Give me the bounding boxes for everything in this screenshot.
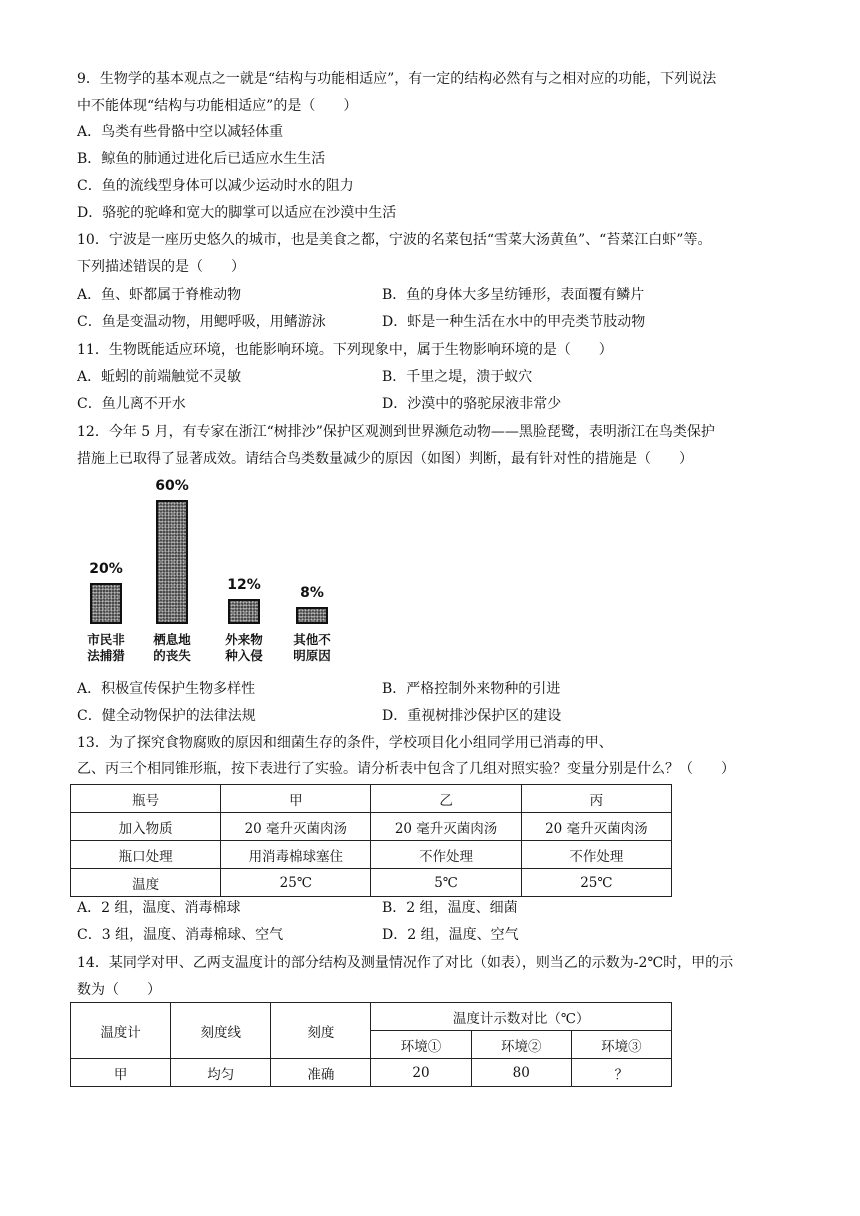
chart-category-label: 市民非 法捕猎 [87,632,125,663]
chart-category-label: 栖息地 的丧失 [153,632,191,663]
table-row [71,813,672,841]
q13-experiment-table [70,784,672,897]
q9-option-d: D．骆驼的驼峰和宽大的脚掌可以适应在沙漠中生活 [77,205,397,221]
table-cell: 温度 [71,869,221,897]
q9-stem-line1: 9．生物学的基本观点之一就是“结构与功能相适应”，有一定的结构必然有与之相对应的功能，下列说法 [77,71,717,87]
table-cell: 准确 [271,1059,371,1087]
q9-option-b: B．鲸鱼的肺通过进化后已适应水生生活 [77,151,326,167]
table-cell: 20 毫升灭菌肉汤 [221,813,371,841]
q10-stem-line1: 10．宁波是一座历史悠久的城市，也是美食之都，宁波的名菜包括“雪菜大汤黄鱼”、“苔菜江白虾”等。 [77,232,712,248]
table-cell: 用消毒棉球塞住 [221,841,371,869]
chart-category-label: 其他不 明原因 [293,632,331,663]
table-cell: 20 毫升灭菌肉汤 [521,813,671,841]
q13-option-a: A．2 组，温度、消毒棉球 [77,900,241,916]
table-cell: 乙 [371,785,521,813]
table-header: 温度计示数对比（℃） [371,1003,672,1031]
table-row [71,1003,672,1031]
chart-value-label: 8% [300,585,324,601]
table-cell: 80 [471,1059,571,1087]
q11-stem-line1: 11．生物既能适应环境，也能影响环境。下列现象中，属于生物影响环境的是（ ） [77,342,613,358]
table-header: 环境③ [571,1031,671,1059]
table-cell: 甲 [221,785,371,813]
chart-value-label: 20% [89,561,123,577]
table-cell: 25℃ [521,869,671,897]
table-header: 环境② [471,1031,571,1059]
q9-option-c: C．鱼的流线型身体可以减少运动时水的阻力 [77,178,354,194]
q13-option-c: C．3 组，温度、消毒棉球、空气 [77,927,284,943]
q12-option-b: B．严格控制外来物种的引进 [382,681,561,697]
q13-stem-line2: 乙、丙三个相同锥形瓶，按下表进行了实验。请分析表中包含了几组对照实验？变量分别是什么？（ ） [77,761,735,777]
table-header: 环境① [371,1031,471,1059]
q12-option-a: A．积极宣传保护生物多样性 [77,681,256,697]
table-cell: 瓶口处理 [71,841,221,869]
chart-value-label: 12% [227,577,261,593]
q13-option-b: B．2 组，温度、细菌 [382,900,518,916]
table-row [71,785,672,813]
table-row [71,1059,672,1087]
chart-category-label: 外来物 种入侵 [225,632,263,663]
table-cell: 瓶号 [71,785,221,813]
q9-option-a: A．鸟类有些骨骼中空以减轻体重 [77,124,284,140]
q14-stem-line2: 数为（ ） [77,982,161,998]
q12-option-c: C．健全动物保护的法律法规 [77,708,256,724]
q12-stem-line2: 措施上已取得了显著成效。请结合鸟类数量减少的原因（如图）判断，最有针对性的措施是（ ） [77,451,693,467]
q13-option-d: D．2 组，温度、空气 [382,927,519,943]
table-header: 温度计 [71,1003,171,1059]
q11-option-d: D．沙漠中的骆驼尿液非常少 [382,396,562,412]
table-cell: 加入物质 [71,813,221,841]
q10-option-a: A．鱼、虾都属于脊椎动物 [77,287,242,303]
q10-option-b: B．鱼的身体大多呈纺锤形，表面覆有鳞片 [382,287,645,303]
q14-thermometer-table [70,1002,672,1087]
q10-stem-line2: 下列描述错误的是（ ） [77,259,245,275]
q10-option-d: D．虾是一种生活在水中的甲壳类节肢动物 [382,314,646,330]
q10-option-c: C．鱼是变温动物，用鳃呼吸，用鳍游泳 [77,314,326,330]
table-cell: ？ [571,1059,671,1087]
table-cell: 5℃ [371,869,521,897]
chart-bar [156,500,188,624]
q11-option-c: C．鱼儿离不开水 [77,396,186,412]
table-header: 刻度 [271,1003,371,1059]
q12-stem-line1: 12．今年 5 月，有专家在浙江“树排沙”保护区观测到世界濒危动物——黑脸琵鹭，表明浙江在鸟类保护 [77,424,715,440]
q12-option-d: D．重视树排沙保护区的建设 [382,708,562,724]
table-row [71,841,672,869]
chart-bar [228,599,260,624]
q13-stem-line1: 13．为了探究食物腐败的原因和细菌生存的条件，学校项目化小组同学用已消毒的甲、 [77,735,613,751]
table-cell: 均匀 [171,1059,271,1087]
table-cell: 20 [371,1059,471,1087]
chart-bar [90,583,122,624]
chart-bar [296,607,328,624]
table-cell: 不作处理 [371,841,521,869]
bird-decline-bar-chart [80,478,350,670]
table-cell: 甲 [71,1059,171,1087]
q14-stem-line1: 14．某同学对甲、乙两支温度计的部分结构及测量情况作了对比（如表），则当乙的示数为-2℃时，甲的示 [77,955,734,971]
table-cell: 25℃ [221,869,371,897]
table-cell: 不作处理 [521,841,671,869]
table-cell: 丙 [521,785,671,813]
table-header: 刻度线 [171,1003,271,1059]
table-row [71,869,672,897]
chart-value-label: 60% [155,478,189,494]
q11-option-b: B．千里之堤，溃于蚁穴 [382,369,533,385]
table-cell: 20 毫升灭菌肉汤 [371,813,521,841]
q9-stem-line2: 中不能体现“结构与功能相适应”的是（ ） [77,98,358,114]
q11-option-a: A．蚯蚓的前端触觉不灵敏 [77,369,242,385]
